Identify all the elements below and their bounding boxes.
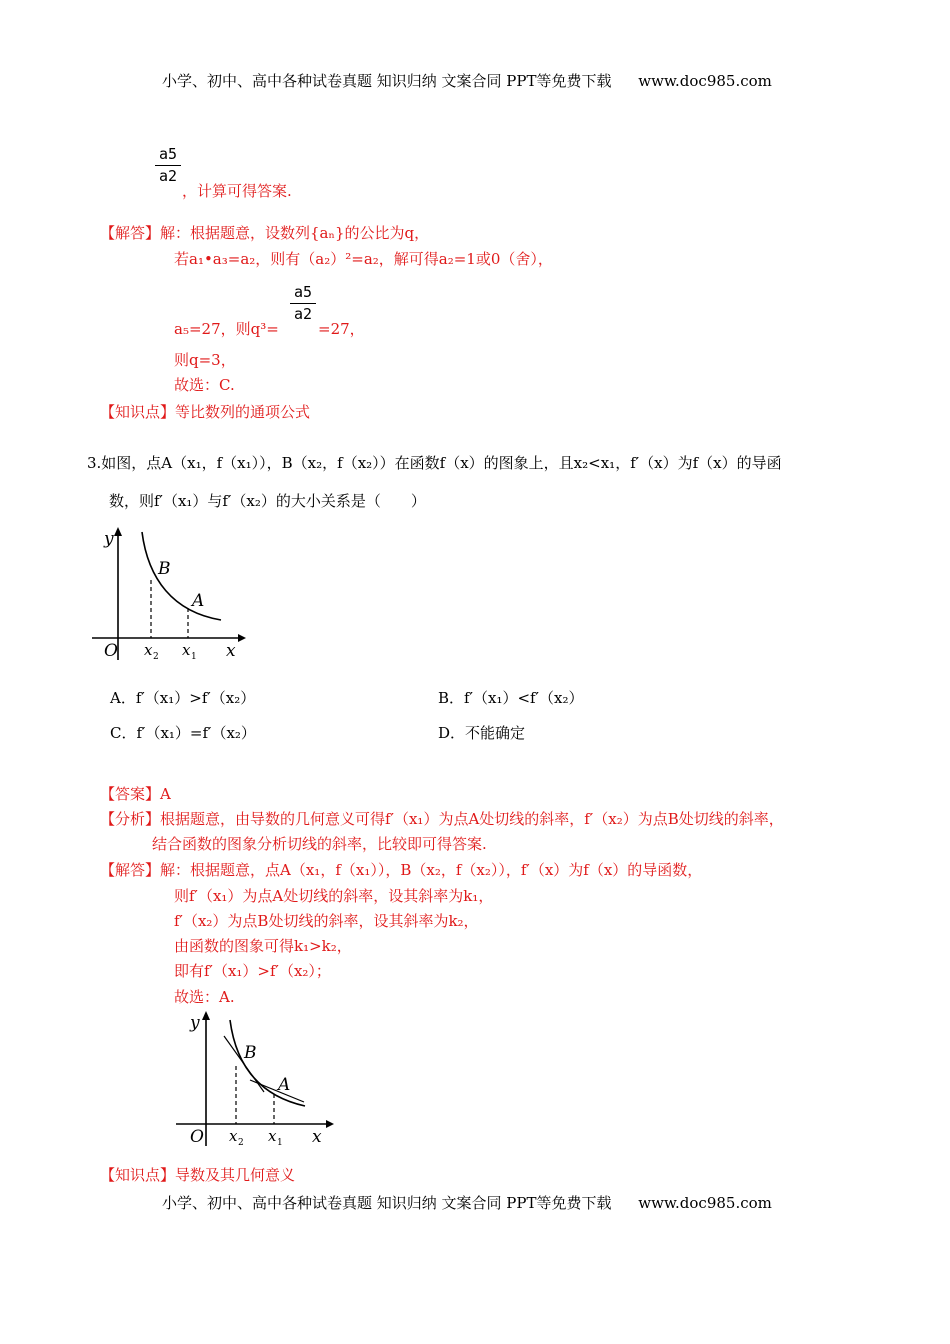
x2-subscript: 2: [238, 1138, 244, 1148]
option-a: [110, 687, 255, 708]
option-d-text: 不能确定: [465, 724, 526, 742]
fraction-numerator: a5: [158, 145, 178, 163]
origin-label: O: [104, 641, 118, 661]
q3-jieda-line-2: 则f′（x₁）为点A处切线的斜率，设其斜率为k₁，: [174, 887, 494, 905]
jieda-label: 【解答】: [100, 861, 161, 879]
option-c-label: C．: [110, 724, 137, 742]
q3-stem-line-1: 3.如图，点A（x₁，f（x₁）），B（x₂，f（x₂））在函数f（x）的图象上，且x₂<x₁，f′（x）为f（x）的导函: [87, 454, 782, 472]
origin-label: O: [190, 1127, 204, 1147]
footer-url: www.doc985.com: [638, 1194, 772, 1212]
point-b-label: B: [244, 1043, 257, 1063]
option-c: [110, 722, 256, 743]
page-footer: [162, 1192, 772, 1213]
q3-stem-line-2: 数，则f′（x₁）与f′（x₂）的大小关系是（ ）: [109, 492, 426, 510]
q3-fenxi-line-1: 【分析】根据题意，由导数的几何意义可得f′（x₁）为点A处切线的斜率，f′（x₂）为点B处切线的斜率，: [100, 810, 784, 828]
function-curve: [142, 532, 221, 620]
x-axis-arrow: [326, 1120, 334, 1128]
prev-jieda-line-2: 若a₁•a₃=a₂，则有（a₂）²=a₂，解可得a₂=1或0（舍），: [174, 250, 553, 268]
q3-fenxi-line-2: 结合函数的图象分析切线的斜率，比较即可得答案.: [152, 835, 487, 853]
point-a-label: A: [192, 591, 205, 611]
y-label: y: [190, 1013, 200, 1033]
q3-jieda-line-3: f′（x₂）为点B处切线的斜率，设其斜率为k₂，: [174, 912, 479, 930]
q3-jieda-line-1: 【解答】解：根据题意，点A（x₁，f（x₁）），B（x₂，f（x₂）），f′（x）为f（x）的导函数，: [100, 861, 703, 879]
q3-knowledge-point: 【知识点】导数及其几何意义: [100, 1166, 296, 1184]
q3-figure-graph: [88, 524, 248, 664]
fraction-a5-over-a2-inline: a5 a2: [290, 284, 316, 323]
x-label: x: [312, 1127, 322, 1147]
x1-label: x: [182, 641, 191, 659]
q3-jieda-line-5: 即有f′（x₁）>f′（x₂）；: [174, 962, 331, 980]
x1-subscript: 1: [191, 652, 197, 662]
zsd-label: 【知识点】: [100, 1166, 176, 1184]
option-a-text: f′（x₁）>f′（x₂）: [135, 689, 256, 707]
q3-solution-figure: [172, 1008, 338, 1148]
option-a-label: A．: [110, 689, 136, 707]
fenxi-label: 【分析】: [100, 810, 161, 828]
prev-jieda-line-5: 故选：C.: [174, 376, 235, 394]
x2-subscript: 2: [153, 652, 159, 662]
tangent-line-a: [250, 1080, 304, 1102]
option-b: [438, 687, 583, 708]
footer-text: 小学、初中、高中各种试卷真题 知识归纳 文案合同 PPT等免费下载: [162, 1194, 612, 1212]
q3-jieda-line-6: 故选：A.: [174, 988, 235, 1006]
x-label: x: [226, 641, 236, 661]
prev-jieda-line-4: 则q=3，: [174, 351, 236, 369]
header-url: www.doc985.com: [638, 72, 772, 90]
fraction-denominator: a2: [158, 167, 178, 185]
prev-jieda-line-1: 【解答】解：根据题意，设数列{aₙ}的公比为q，: [100, 224, 430, 242]
y-label: y: [104, 529, 114, 549]
prev-jieda-line-3: a₅=27，则q³=: [174, 320, 279, 338]
function-curve: [230, 1020, 305, 1106]
q3-jieda-line-4: 由函数的图象可得k₁>k₂，: [174, 937, 352, 955]
page-header: [162, 70, 772, 91]
x2-label: x: [144, 641, 153, 659]
option-c-text: f′（x₁）=f′（x₂）: [136, 724, 256, 742]
prev-tail-text: ，计算可得答案.: [182, 182, 292, 200]
answer-value: A: [160, 785, 171, 803]
x-axis-arrow: [238, 634, 246, 642]
fraction-a5-over-a2: [155, 146, 181, 185]
x2-label: x: [229, 1127, 238, 1145]
x1-label: x: [268, 1127, 277, 1145]
option-d-label: D．: [438, 724, 466, 742]
prev-zsd-label: 【知识点】: [100, 403, 176, 421]
point-a-label: A: [278, 1075, 291, 1095]
prev-knowledge-point: 【知识点】等比数列的通项公式: [100, 403, 311, 421]
y-axis-arrow: [114, 527, 122, 536]
x1-subscript: 1: [277, 1138, 283, 1148]
prev-jieda-line-3b: =27，: [318, 320, 365, 338]
prev-jieda-label: 【解答】: [100, 224, 161, 242]
point-b-label: B: [158, 559, 171, 579]
header-text: 小学、初中、高中各种试卷真题 知识归纳 文案合同 PPT等免费下载: [162, 72, 612, 90]
option-b-text: f′（x₁）<f′（x₂）: [464, 689, 584, 707]
option-d: [438, 722, 525, 743]
y-axis-arrow: [202, 1011, 210, 1020]
q3-answer: [100, 783, 171, 804]
answer-label: 【答案】: [100, 785, 161, 803]
option-b-label: B．: [438, 689, 465, 707]
